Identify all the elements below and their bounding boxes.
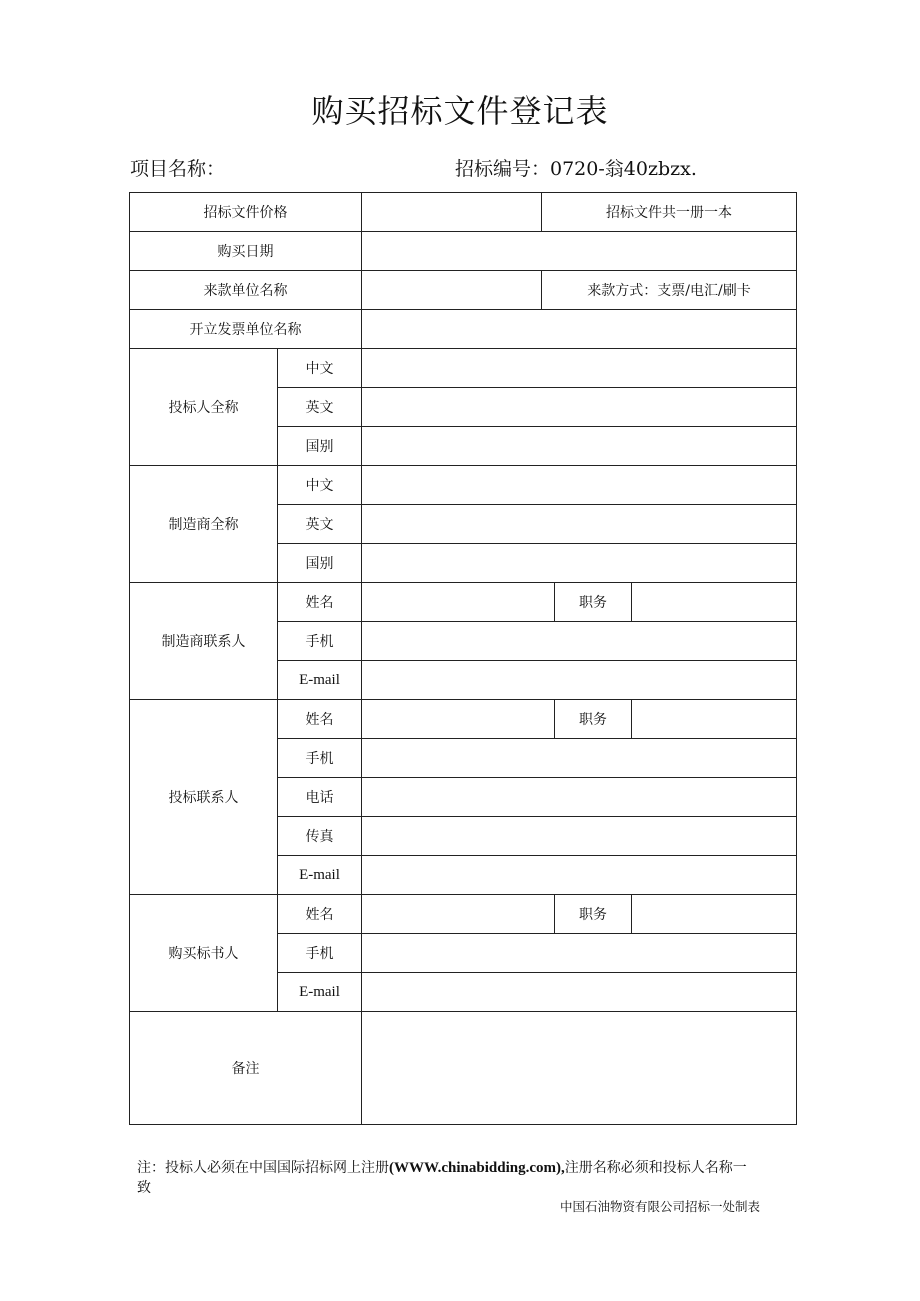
manufacturer-contact-name-row [130, 583, 797, 622]
manufacturer-full-name-label: 制造商全称 [130, 466, 278, 583]
page-title: 购买招标文件登记表 [311, 92, 609, 130]
manufacturer-contact-email-input[interactable] [362, 661, 797, 700]
manufacturer-contact-name-label: 姓名 [278, 583, 362, 622]
manufacturer-chinese-label: 中文 [278, 466, 362, 505]
bidder-english-input[interactable] [362, 388, 797, 427]
price-label: 招标文件价格 [130, 193, 362, 232]
manufacturer-contact-name-input[interactable] [362, 583, 555, 622]
buyer-email-input[interactable] [362, 973, 797, 1012]
bidder-chinese-row [130, 349, 797, 388]
date-label: 购买日期 [130, 232, 362, 271]
bid-contact-position-label: 职务 [555, 700, 632, 739]
remarks-label: 备注 [130, 1012, 362, 1125]
bidder-full-name-label: 投标人全称 [130, 349, 278, 466]
invoice-input[interactable] [362, 310, 797, 349]
bid-contact-email-label: E-mail [278, 856, 362, 895]
project-name-label: 项目名称： [130, 158, 226, 180]
price-row [130, 193, 797, 232]
buyer-name-input[interactable] [362, 895, 555, 934]
bid-contact-label: 投标联系人 [130, 700, 278, 895]
manufacturer-contact-mobile-input[interactable] [362, 622, 797, 661]
manufacturer-contact-position-label: 职务 [555, 583, 632, 622]
registration-form-table [129, 192, 797, 1125]
bid-contact-name-label: 姓名 [278, 700, 362, 739]
manufacturer-english-label: 英文 [278, 505, 362, 544]
bid-contact-name-input[interactable] [362, 700, 555, 739]
payer-label: 来款单位名称 [130, 271, 362, 310]
manufacturer-contact-position-input[interactable] [632, 583, 797, 622]
note-prefix: 注：投标人必须在中国国际招标网上注册 [137, 1160, 389, 1176]
bid-contact-mobile-input[interactable] [362, 739, 797, 778]
bid-contact-position-input[interactable] [632, 700, 797, 739]
manufacturer-contact-label: 制造商联系人 [130, 583, 278, 700]
bidder-country-input[interactable] [362, 427, 797, 466]
bid-contact-fax-label: 传真 [278, 817, 362, 856]
payer-input[interactable] [362, 271, 542, 310]
date-row [130, 232, 797, 271]
payer-row [130, 271, 797, 310]
invoice-label: 开立发票单位名称 [130, 310, 362, 349]
bidder-country-label: 国别 [278, 427, 362, 466]
bidder-english-label: 英文 [278, 388, 362, 427]
bidder-chinese-label: 中文 [278, 349, 362, 388]
manufacturer-contact-mobile-label: 手机 [278, 622, 362, 661]
date-input[interactable] [362, 232, 797, 271]
manufacturer-english-input[interactable] [362, 505, 797, 544]
bid-contact-phone-input[interactable] [362, 778, 797, 817]
buyer-name-row [130, 895, 797, 934]
payment-method-label: 来款方式：支票/电汇/刷卡 [542, 271, 797, 310]
manufacturer-chinese-input[interactable] [362, 466, 797, 505]
note-url: (WWW.chinabidding.com), [389, 1160, 565, 1176]
manufacturer-contact-email-label: E-mail [278, 661, 362, 700]
registration-note [137, 1158, 757, 1198]
bid-contact-phone-label: 电话 [278, 778, 362, 817]
buyer-label: 购买标书人 [130, 895, 278, 1012]
buyer-position-input[interactable] [632, 895, 797, 934]
bid-contact-mobile-label: 手机 [278, 739, 362, 778]
invoice-row [130, 310, 797, 349]
buyer-name-label: 姓名 [278, 895, 362, 934]
manufacturer-country-label: 国别 [278, 544, 362, 583]
bid-number-label: 招标编号：0720-翁40zbzx. [455, 158, 697, 180]
buyer-mobile-input[interactable] [362, 934, 797, 973]
remarks-input[interactable] [362, 1012, 797, 1125]
bid-contact-name-row [130, 700, 797, 739]
footer-issuer: 中国石油物资有限公司招标一处制表 [560, 1199, 761, 1214]
buyer-position-label: 职务 [555, 895, 632, 934]
remarks-row [130, 1012, 797, 1125]
manufacturer-country-input[interactable] [362, 544, 797, 583]
price-note: 招标文件共一册一本 [542, 193, 797, 232]
note-suffix: 注册名称必须和投标人名称一致 [137, 1160, 747, 1196]
price-input[interactable] [362, 193, 542, 232]
bid-contact-email-input[interactable] [362, 856, 797, 895]
buyer-mobile-label: 手机 [278, 934, 362, 973]
bidder-chinese-input[interactable] [362, 349, 797, 388]
bid-contact-fax-input[interactable] [362, 817, 797, 856]
buyer-email-label: E-mail [278, 973, 362, 1012]
manufacturer-chinese-row [130, 466, 797, 505]
